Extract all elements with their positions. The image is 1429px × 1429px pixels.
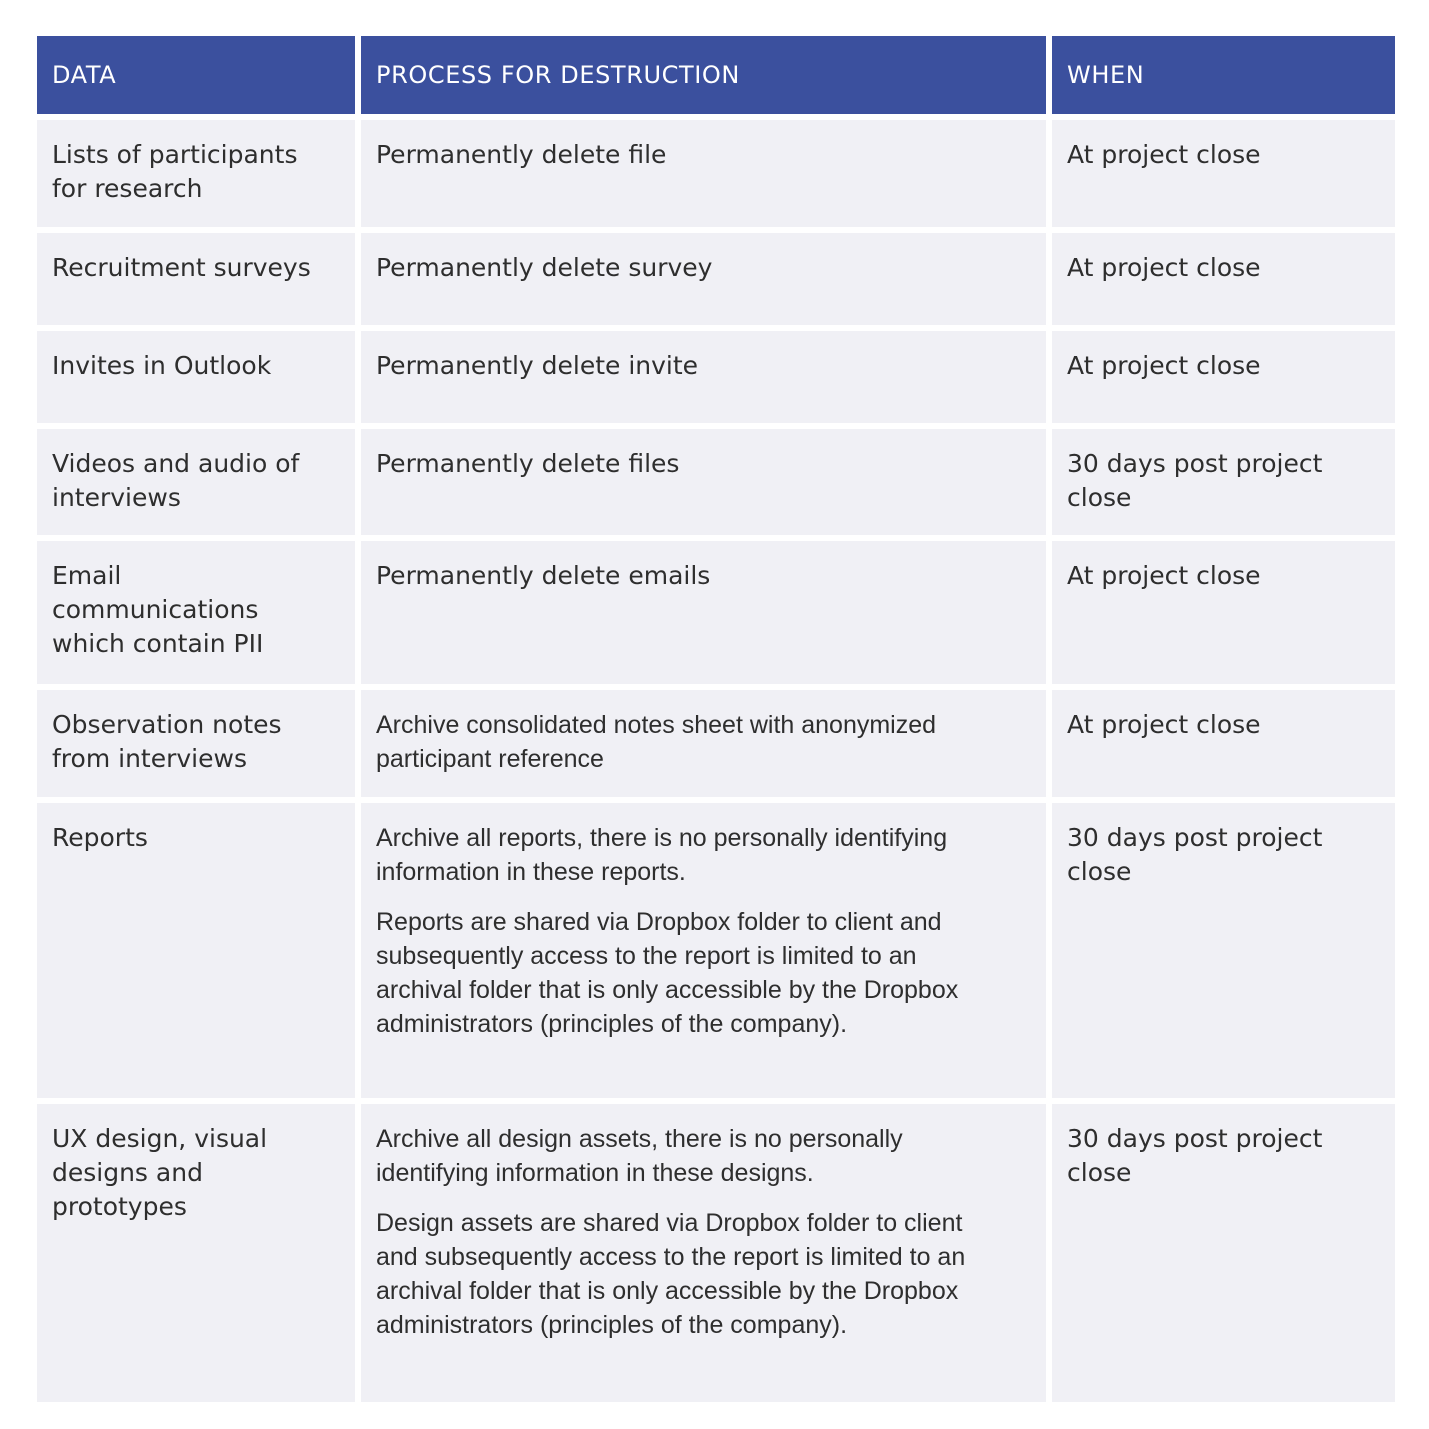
table-row: [37, 120, 1395, 227]
when-cell: 30 days post project close: [1052, 1104, 1395, 1402]
when-cell: At project close: [1052, 331, 1395, 423]
header-row: [37, 36, 1395, 114]
data-cell: UX design, visual designs and prototypes: [37, 1104, 355, 1402]
data-cell: Lists of participants for research: [37, 120, 355, 227]
process-paragraph: Archive consolidated notes sheet with anonymized participant reference: [376, 711, 937, 773]
process-paragraph: Reports are shared via Dropbox folder to client and subsequently access to the report is limited to an archival folder that is only accessible by the Dropbox administrators (principles of the company).: [376, 908, 959, 1038]
process-cell: [361, 803, 1046, 1098]
process-cell: [361, 1104, 1046, 1402]
table-row: [37, 803, 1395, 1098]
process-paragraph: Design assets are shared via Dropbox folder to client and subsequently access to the report is limited to an archival folder that is only accessible by the Dropbox administrators (principles of the company).: [376, 1209, 966, 1339]
process-paragraph: Permanently delete invite: [376, 351, 699, 380]
table-row: [37, 690, 1395, 797]
process-cell: [361, 233, 1046, 325]
table-row: [37, 1104, 1395, 1402]
data-cell: Videos and audio of interviews: [37, 429, 355, 535]
data-cell: Recruitment surveys: [37, 233, 355, 325]
process-cell: [361, 429, 1046, 535]
when-cell: At project close: [1052, 541, 1395, 684]
data-cell: Invites in Outlook: [37, 331, 355, 423]
data-cell: Observation notes from interviews: [37, 690, 355, 797]
process-paragraph: Permanently delete files: [376, 449, 680, 478]
process-paragraph: Permanently delete survey: [376, 253, 713, 282]
when-cell: 30 days post project close: [1052, 429, 1395, 535]
when-cell: At project close: [1052, 690, 1395, 797]
process-cell: [361, 690, 1046, 797]
table-row: [37, 429, 1395, 535]
column-header-process: PROCESS FOR DESTRUCTION: [361, 36, 1046, 114]
when-cell: 30 days post project close: [1052, 803, 1395, 1098]
column-header-when: WHEN: [1052, 36, 1395, 114]
data-cell: Reports: [37, 803, 355, 1098]
column-header-data: DATA: [37, 36, 355, 114]
table-row: [37, 541, 1395, 684]
when-cell: At project close: [1052, 120, 1395, 227]
process-paragraph: Permanently delete file: [376, 140, 667, 169]
when-cell: At project close: [1052, 233, 1395, 325]
table-row: [37, 331, 1395, 423]
process-cell: [361, 331, 1046, 423]
process-cell: [361, 541, 1046, 684]
data-cell: Email communications which contain PII: [37, 541, 355, 684]
process-paragraph: Permanently delete emails: [376, 561, 711, 590]
data-retention-table: [31, 30, 1401, 1408]
table-row: [37, 233, 1395, 325]
process-paragraph: Archive all reports, there is no personally identifying information in these reports.: [376, 824, 948, 886]
process-cell: [361, 120, 1046, 227]
process-paragraph: Archive all design assets, there is no personally identifying information in these designs.: [376, 1125, 903, 1187]
